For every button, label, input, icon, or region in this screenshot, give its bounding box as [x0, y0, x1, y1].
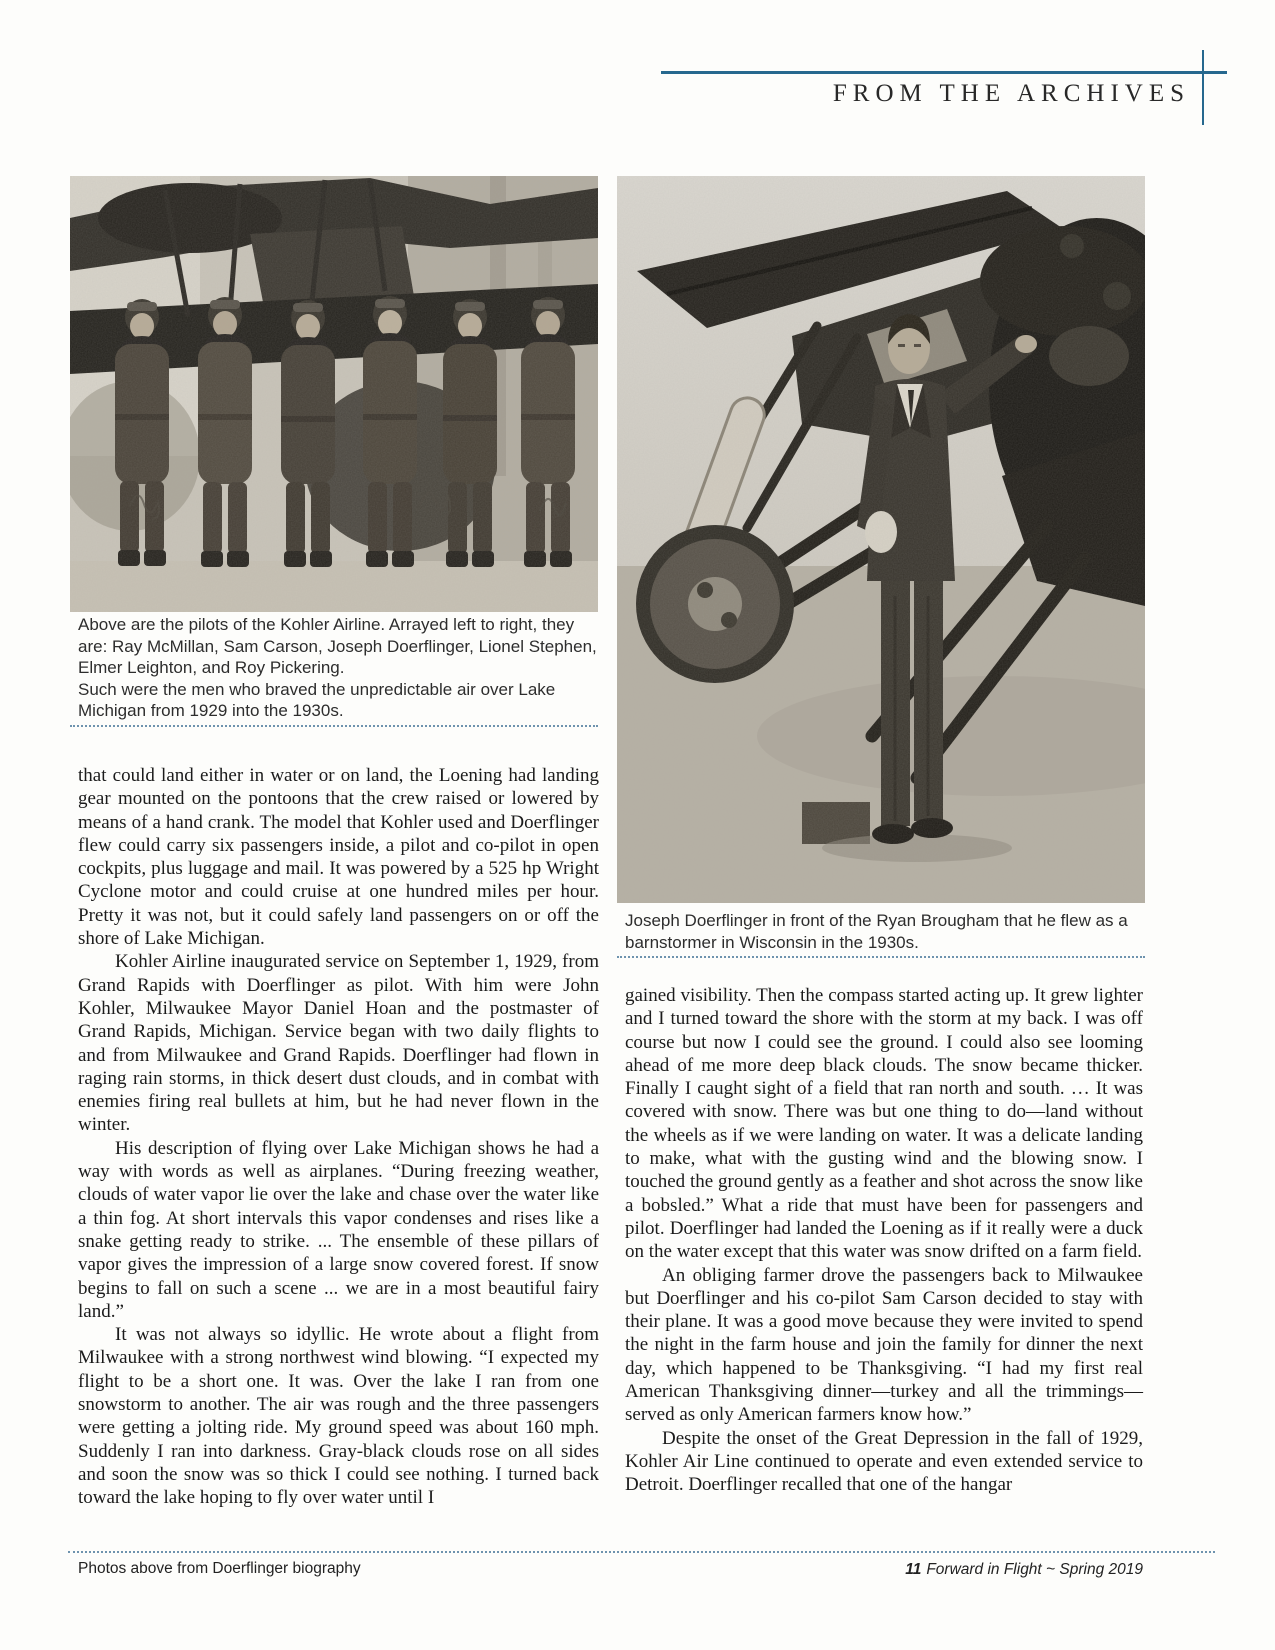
film-grain — [617, 176, 1145, 903]
body-paragraph: Despite the onset of the Great Depression in the fall of 1929, Kohler Air Line continued to operate and even extended service to Detroit. Doerflinger recalled that one of the hangar — [625, 1427, 1143, 1496]
body-paragraph: His description of flying over Lake Michigan shows he had a way with words as well as airplanes. “During freezing weather, clouds of water vapor lie over the lake and chase over the water like a thin fog. At short intervals this vapor condenses and rises like a snake getting ready to strike. ... The ensemble of these pillars of vapor gives the impression of a large snow covered forest. If snow begins to fall on such a scene ... we are in a most beautiful fairy land.” — [78, 1137, 599, 1322]
film-grain — [70, 176, 598, 612]
publication-title: Forward in Flight ~ Spring 2019 — [926, 1561, 1143, 1578]
body-paragraph: that could land either in water or on land, the Loening had landing gear mounted on the pontoons that the crew raised or lowered by means of a hand crank. The model that Kohler used and Doerflinger flew could carry six passengers inside, a pilot and co-pilot in open cockpits, plus luggage and mail. It was powered by a 525 hp Wright Cyclone motor and could cruise at one hundred miles per hour. Pretty it was not, but it could safely land passengers on or off the shore of Lake Michigan. — [78, 765, 599, 950]
right-text-column — [625, 984, 1143, 1497]
caption-text: Joseph Doerflinger in front of the Ryan Brougham that he flew as a barnstormer in Wisconsin in the 1930s. — [625, 911, 1128, 952]
doerflinger-photo — [617, 176, 1145, 903]
footer-dotted-rule — [68, 1551, 1215, 1553]
dotted-rule — [617, 956, 1145, 958]
body-paragraph: It was not always so idyllic. He wrote about a flight from Milwaukee with a strong northwest wind blowing. “I expected my flight to be a short one. It was. Over the lake I ran from one snowstorm to another. The air was rough and the three passengers were getting a jolting ride. My ground speed was about 160 mph. Suddenly I ran into darkness. Gray-black clouds rose on all sides and soon the snow was so thick I could see nothing. I turned back toward the lake hoping to fly over water until I — [78, 1324, 599, 1509]
doerflinger-photo-illustration — [617, 176, 1145, 903]
photo-credit: Photos above from Doerflinger biography — [78, 1560, 361, 1577]
left-text-column — [78, 764, 599, 1510]
caption-text: Above are the pilots of the Kohler Airline. Arrayed left to right, they are: Ray McMillan, Sam Carson, Joseph Doerflinger, Lionel Stephen, Elmer Leighton, and Roy Pickering. — [78, 615, 597, 677]
page-number: 11 — [905, 1561, 922, 1578]
body-paragraph: Kohler Airline inaugurated service on September 1, 1929, from Grand Rapids with Doerflinger as pilot. With him were John Kohler, Milwaukee Mayor Daniel Hoan and the postmaster of Grand Rapids, Michigan. Service began with two daily flights to and from Milwaukee and Grand Rapids. Doerflinger had flown in raging rain storms, in thick desert dust clouds, and in combat with enemies firing real bullets at him, but he had never flown in the winter. — [78, 951, 599, 1136]
header-rule-vertical — [1202, 50, 1204, 125]
doerflinger-photo-caption — [617, 910, 1145, 958]
body-paragraph: gained visibility. Then the compass started acting up. It grew lighter and I turned toward the shore with the storm at my back. I was off course but now I could see the ground. I could also see looming ahead of me more deep black clouds. The snow became thicker. Finally I caught sight of a field that ran north and south. … It was covered with snow. There was but one thing to do—land without the wheels as if we were landing on water. It was a delicate landing to make, what with the gusting wind and the blowing snow. I touched the ground gently as a feather and shot across the snow like a bobsled.” What a ride that must have been for passengers and pilot. Doerflinger had landed the Loening as if it really were a duck on the water except that this water was snow drifted on a farm field. — [625, 985, 1143, 1263]
body-paragraph: An obliging farmer drove the passengers back to Milwaukee but Doerflinger and his co-pilot Sam Carson decided to stay with their plane. It was a good move because they were invited to spend the night in the farm house and join the family for dinner the next day, which happened to be Thanksgiving. “I had my first real American Thanksgiving dinner—turkey and all the trimmings—served as only American farmers know how.” — [625, 1264, 1143, 1426]
pilots-photo-caption — [70, 614, 598, 727]
pilots-photo — [70, 176, 598, 612]
dotted-rule — [70, 725, 598, 727]
pilots-photo-illustration — [70, 176, 598, 612]
page-title: FROM THE ARCHIVES — [832, 80, 1190, 107]
footer-publication-line — [625, 1561, 1143, 1579]
caption-text: Such were the men who braved the unpredictable air over Lake Michigan from 1929 into the 1930s. — [78, 679, 556, 720]
header-rule-horizontal — [661, 71, 1227, 74]
